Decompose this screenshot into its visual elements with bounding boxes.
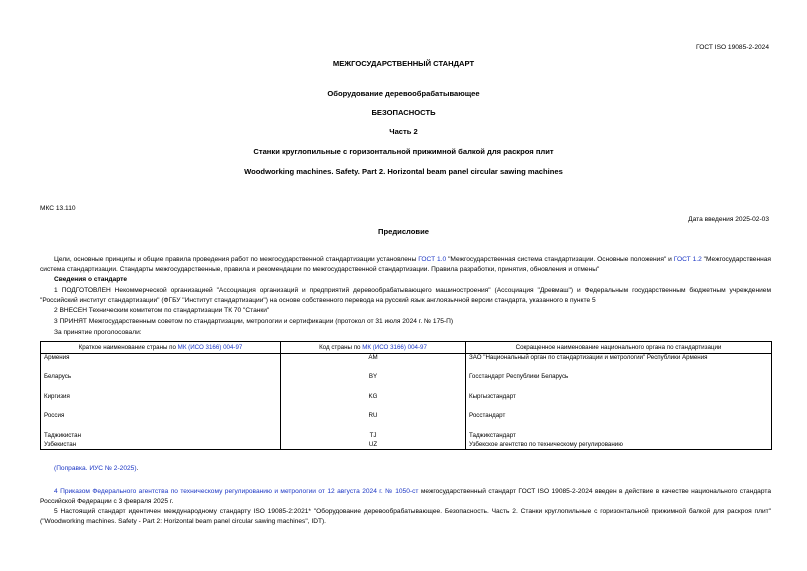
country-cell: Таджикистан [41,432,281,441]
item-1-text: 1 ПОДГОТОВЛЕН Некоммерческой организацией "Ассоциация организаций и предприятий деревообрабатывающего машиностроения" (Ассоциация "Древмаш") и Федеральным государственным бюджетным учреждением "Российский институт стандартизации" (ФГБУ "Институт стандартизации") на основе собственного перевода на русский язык англоязычной версии стандарта, указанного в пункте 5 [40,287,771,304]
code-cell: RU [281,412,466,432]
country-cell: Беларусь [41,373,281,393]
item-5-text: 5 Настоящий стандарт идентичен международному стандарту ISO 19085-2:2021* "Оборудование деревообрабатывающее. Безопасность. Часть 2. Станки круглопильные с горизонтальной прижимной балкой для раскроя плит" ("Woodworking machines. Safety - Part 2: Horizontal beam panel circular sawing machines", IDT). [40,508,771,525]
mk-iso-link[interactable]: МК (ИСО 3166) 004-97 [177,344,243,351]
code-cell: KG [281,393,466,413]
code-cell: AM [281,354,466,374]
subject-ru-heading: Станки круглопильные с горизонтальной прижимной балкой для раскроя плит [253,147,554,156]
column-header-country-text: Краткое наименование страны по [78,344,178,351]
mks-code: МКС 13.110 [40,205,76,212]
foreword-paragraph [40,255,771,275]
table-header-row [41,342,772,354]
table-row [41,432,772,441]
document-number: ГОСТ ISO 19085-2-2024 [696,44,769,51]
table-row [41,412,772,432]
body-cell: ЗАО "Национальный орган по стандартизации и метрологии" Республики Армения [466,354,772,374]
body-cell: Росстандарт [466,412,772,432]
country-cell: Киргизия [41,393,281,413]
voting-states-table [40,341,772,450]
gost-1-0-link[interactable]: ГОСТ 1.0 [418,256,447,263]
column-header-code-text: Код страны по [319,344,363,351]
column-header-code [281,342,466,354]
voted-label: За принятие проголосовали: [54,329,142,336]
item-4-text: межгосударственный стандарт ГОСТ ISO 19085-2-2024 введен в действие в качестве национального стандарта Российской Федерации с 3 февраля 2025 г. [40,488,771,505]
item-2-text: 2 ВНЕСЕН Техническим комитетом по стандартизации ТК 70 "Станки" [54,307,270,314]
foreword-text-c: "Межгосударственная система стандартизации. Стандарты межгосударственные, правила и рекомендации по межгосударственной стандартизации. Правила разработки, принятия, обновления и отмены" [40,256,771,273]
code-cell: TJ [281,432,466,441]
amendment-link[interactable]: (Поправка. ИУС № 2-2025) [54,465,137,472]
subject-en-heading: Woodworking machines. Safety. Part 2. Horizontal beam panel circular sawing machines [244,167,563,176]
standard-type-heading: МЕЖГОСУДАРСТВЕННЫЙ СТАНДАРТ [332,59,475,68]
item-3-text: 3 ПРИНЯТ Межгосударственным советом по стандартизации, метрологии и сертификации (протокол от 31 июля 2024 г. № 175-П) [54,318,454,325]
column-header-body: Сокращенное наименование национального органа по стандартизации [466,342,772,354]
equipment-heading: Оборудование деревообрабатывающее [327,89,480,98]
body-cell: Госстандарт Республики Беларусь [466,373,772,393]
code-cell: UZ [281,441,466,450]
table-row [41,441,772,450]
foreword-heading: Предисловие [378,227,429,236]
part-heading: Часть 2 [389,127,418,136]
item-4-paragraph [40,487,771,507]
table-row [41,354,772,374]
body-cell: Кыргызстандарт [466,393,772,413]
safety-heading: БЕЗОПАСНОСТЬ [371,108,436,117]
order-link[interactable]: 4 Приказом Федерального агентства по техническому регулированию и метрологии от 12 августа 2024 г. № 1050-ст [54,488,419,495]
column-header-country [41,342,281,354]
intro-date: Дата введения 2025-02-03 [688,216,769,223]
country-cell: Россия [41,412,281,432]
foreword-text-b: "Межгосударственная система стандартизации. Основные положения" и [446,256,674,263]
gost-1-2-link[interactable]: ГОСТ 1.2 [673,256,702,263]
amendment-note [54,465,138,472]
info-heading: Сведения о стандарте [54,276,128,283]
mk-iso-link[interactable]: МК (ИСО 3166) 004-97 [362,344,427,351]
code-cell: BY [281,373,466,393]
item-5-paragraph [40,507,771,527]
foreword-text-a: Цели, основные принципы и общие правила проведения работ по межгосударственной стандартизации установлены [54,256,419,263]
table-row [41,393,772,413]
body-cell: Таджикстандарт [466,432,772,441]
table-row [41,373,772,393]
body-cell: Узбекское агентство по техническому регулированию [466,441,772,450]
item-1-paragraph [40,286,771,306]
amendment-dot: . [136,465,139,472]
country-cell: Узбекистан [41,441,281,450]
country-cell: Армения [41,354,281,374]
